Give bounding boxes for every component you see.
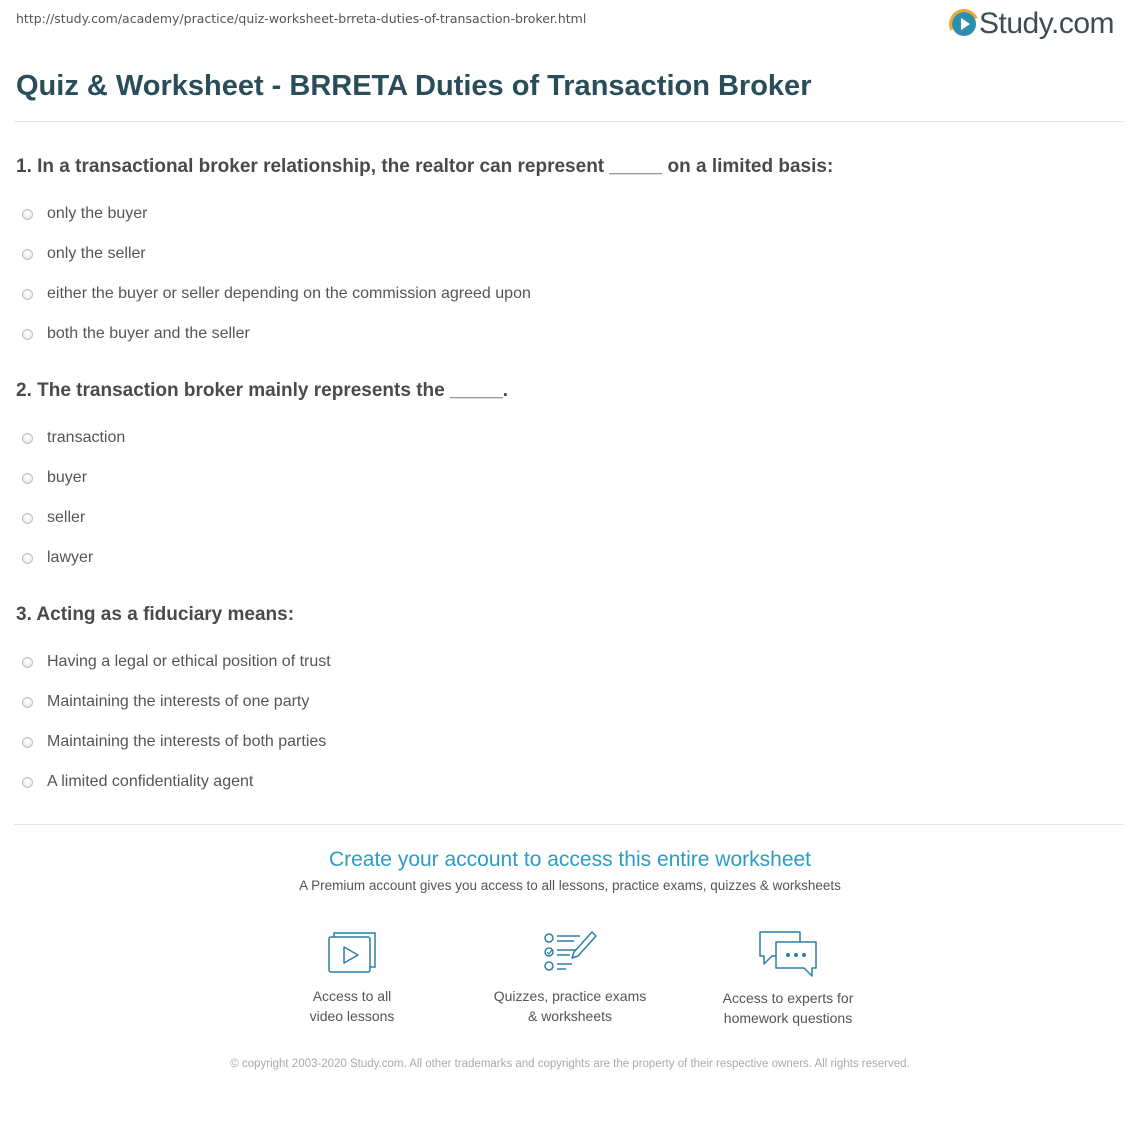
feature-label: Access to all video lessons bbox=[309, 988, 395, 1024]
answer-option[interactable] bbox=[16, 642, 1124, 682]
chat-bubbles-icon bbox=[756, 928, 820, 978]
answer-list bbox=[16, 642, 1124, 802]
cta-subtitle: A Premium account gives you access to all lessons, practice exams, quizzes & worksheets bbox=[299, 878, 841, 893]
radio-button-icon[interactable] bbox=[22, 249, 33, 260]
question-1 bbox=[16, 152, 1124, 354]
question-text: 2. The transaction broker mainly represents the _____. bbox=[16, 380, 509, 401]
title-divider bbox=[14, 121, 1124, 122]
feature-video-lessons bbox=[243, 928, 461, 1028]
page-url: http://study.com/academy/practice/quiz-worksheet-brreta-duties-of-transaction-broker.html bbox=[16, 11, 587, 26]
answer-label: lawyer bbox=[47, 549, 94, 566]
question-text: 3. Acting as a fiduciary means: bbox=[16, 604, 295, 625]
premium-cta bbox=[0, 846, 1140, 893]
answer-label: only the seller bbox=[47, 245, 146, 262]
feature-label: Quizzes, practice exams & worksheets bbox=[493, 988, 647, 1024]
radio-button-icon[interactable] bbox=[22, 473, 33, 484]
answer-option[interactable] bbox=[16, 682, 1124, 722]
play-logo-icon bbox=[952, 12, 976, 36]
answer-option[interactable] bbox=[16, 722, 1124, 762]
answer-label: Maintaining the interests of one party bbox=[47, 693, 310, 710]
radio-button-icon[interactable] bbox=[22, 289, 33, 300]
answer-option[interactable] bbox=[16, 538, 1124, 578]
radio-button-icon[interactable] bbox=[22, 553, 33, 564]
answer-option[interactable] bbox=[16, 274, 1124, 314]
answer-label: buyer bbox=[47, 469, 88, 486]
radio-button-icon[interactable] bbox=[22, 777, 33, 788]
answer-label: both the buyer and the seller bbox=[47, 325, 250, 342]
answer-option[interactable] bbox=[16, 194, 1124, 234]
radio-button-icon[interactable] bbox=[22, 657, 33, 668]
answer-label: A limited confidentiality agent bbox=[47, 773, 254, 790]
page-title: Quiz & Worksheet - BRRETA Duties of Transaction Broker bbox=[16, 70, 812, 102]
section-divider bbox=[14, 824, 1124, 825]
radio-button-icon[interactable] bbox=[22, 209, 33, 220]
answer-label: either the buyer or seller depending on the commission agreed upon bbox=[47, 285, 531, 302]
radio-button-icon[interactable] bbox=[22, 513, 33, 524]
answer-label: Maintaining the interests of both parties bbox=[47, 733, 327, 750]
feature-experts bbox=[679, 928, 897, 1028]
answer-list bbox=[16, 418, 1124, 578]
radio-button-icon[interactable] bbox=[22, 737, 33, 748]
answer-label: transaction bbox=[47, 429, 126, 446]
answer-option[interactable] bbox=[16, 498, 1124, 538]
radio-button-icon[interactable] bbox=[22, 697, 33, 708]
logo-text: Study.com bbox=[979, 7, 1114, 40]
answer-option[interactable] bbox=[16, 234, 1124, 274]
answer-option[interactable] bbox=[16, 314, 1124, 354]
answer-label: only the buyer bbox=[47, 205, 148, 222]
radio-button-icon[interactable] bbox=[22, 433, 33, 444]
copyright-notice: © copyright 2003-2020 Study.com. All other trademarks and copyrights are the property of their respective owners. All rights reserved. bbox=[230, 1058, 910, 1070]
answer-option[interactable] bbox=[16, 762, 1124, 802]
question-text: 1. In a transactional broker relationship, the realtor can represent _____ on a limited basis: bbox=[16, 156, 834, 177]
answer-label: Having a legal or ethical position of trust bbox=[47, 653, 331, 670]
study-logo[interactable] bbox=[952, 6, 1114, 42]
answer-option[interactable] bbox=[16, 418, 1124, 458]
feature-quizzes bbox=[461, 928, 679, 1028]
question-3 bbox=[16, 600, 1124, 802]
question-2 bbox=[16, 376, 1124, 578]
quiz-checklist-icon bbox=[542, 928, 598, 976]
create-account-link[interactable]: Create your account to access this entire worksheet bbox=[328, 848, 812, 871]
radio-button-icon[interactable] bbox=[22, 329, 33, 340]
feature-label: Access to experts for homework questions bbox=[722, 990, 854, 1026]
features-row bbox=[0, 928, 1140, 1028]
answer-option[interactable] bbox=[16, 458, 1124, 498]
answer-label: seller bbox=[47, 509, 86, 526]
answer-list bbox=[16, 194, 1124, 354]
video-lesson-icon bbox=[326, 928, 378, 976]
